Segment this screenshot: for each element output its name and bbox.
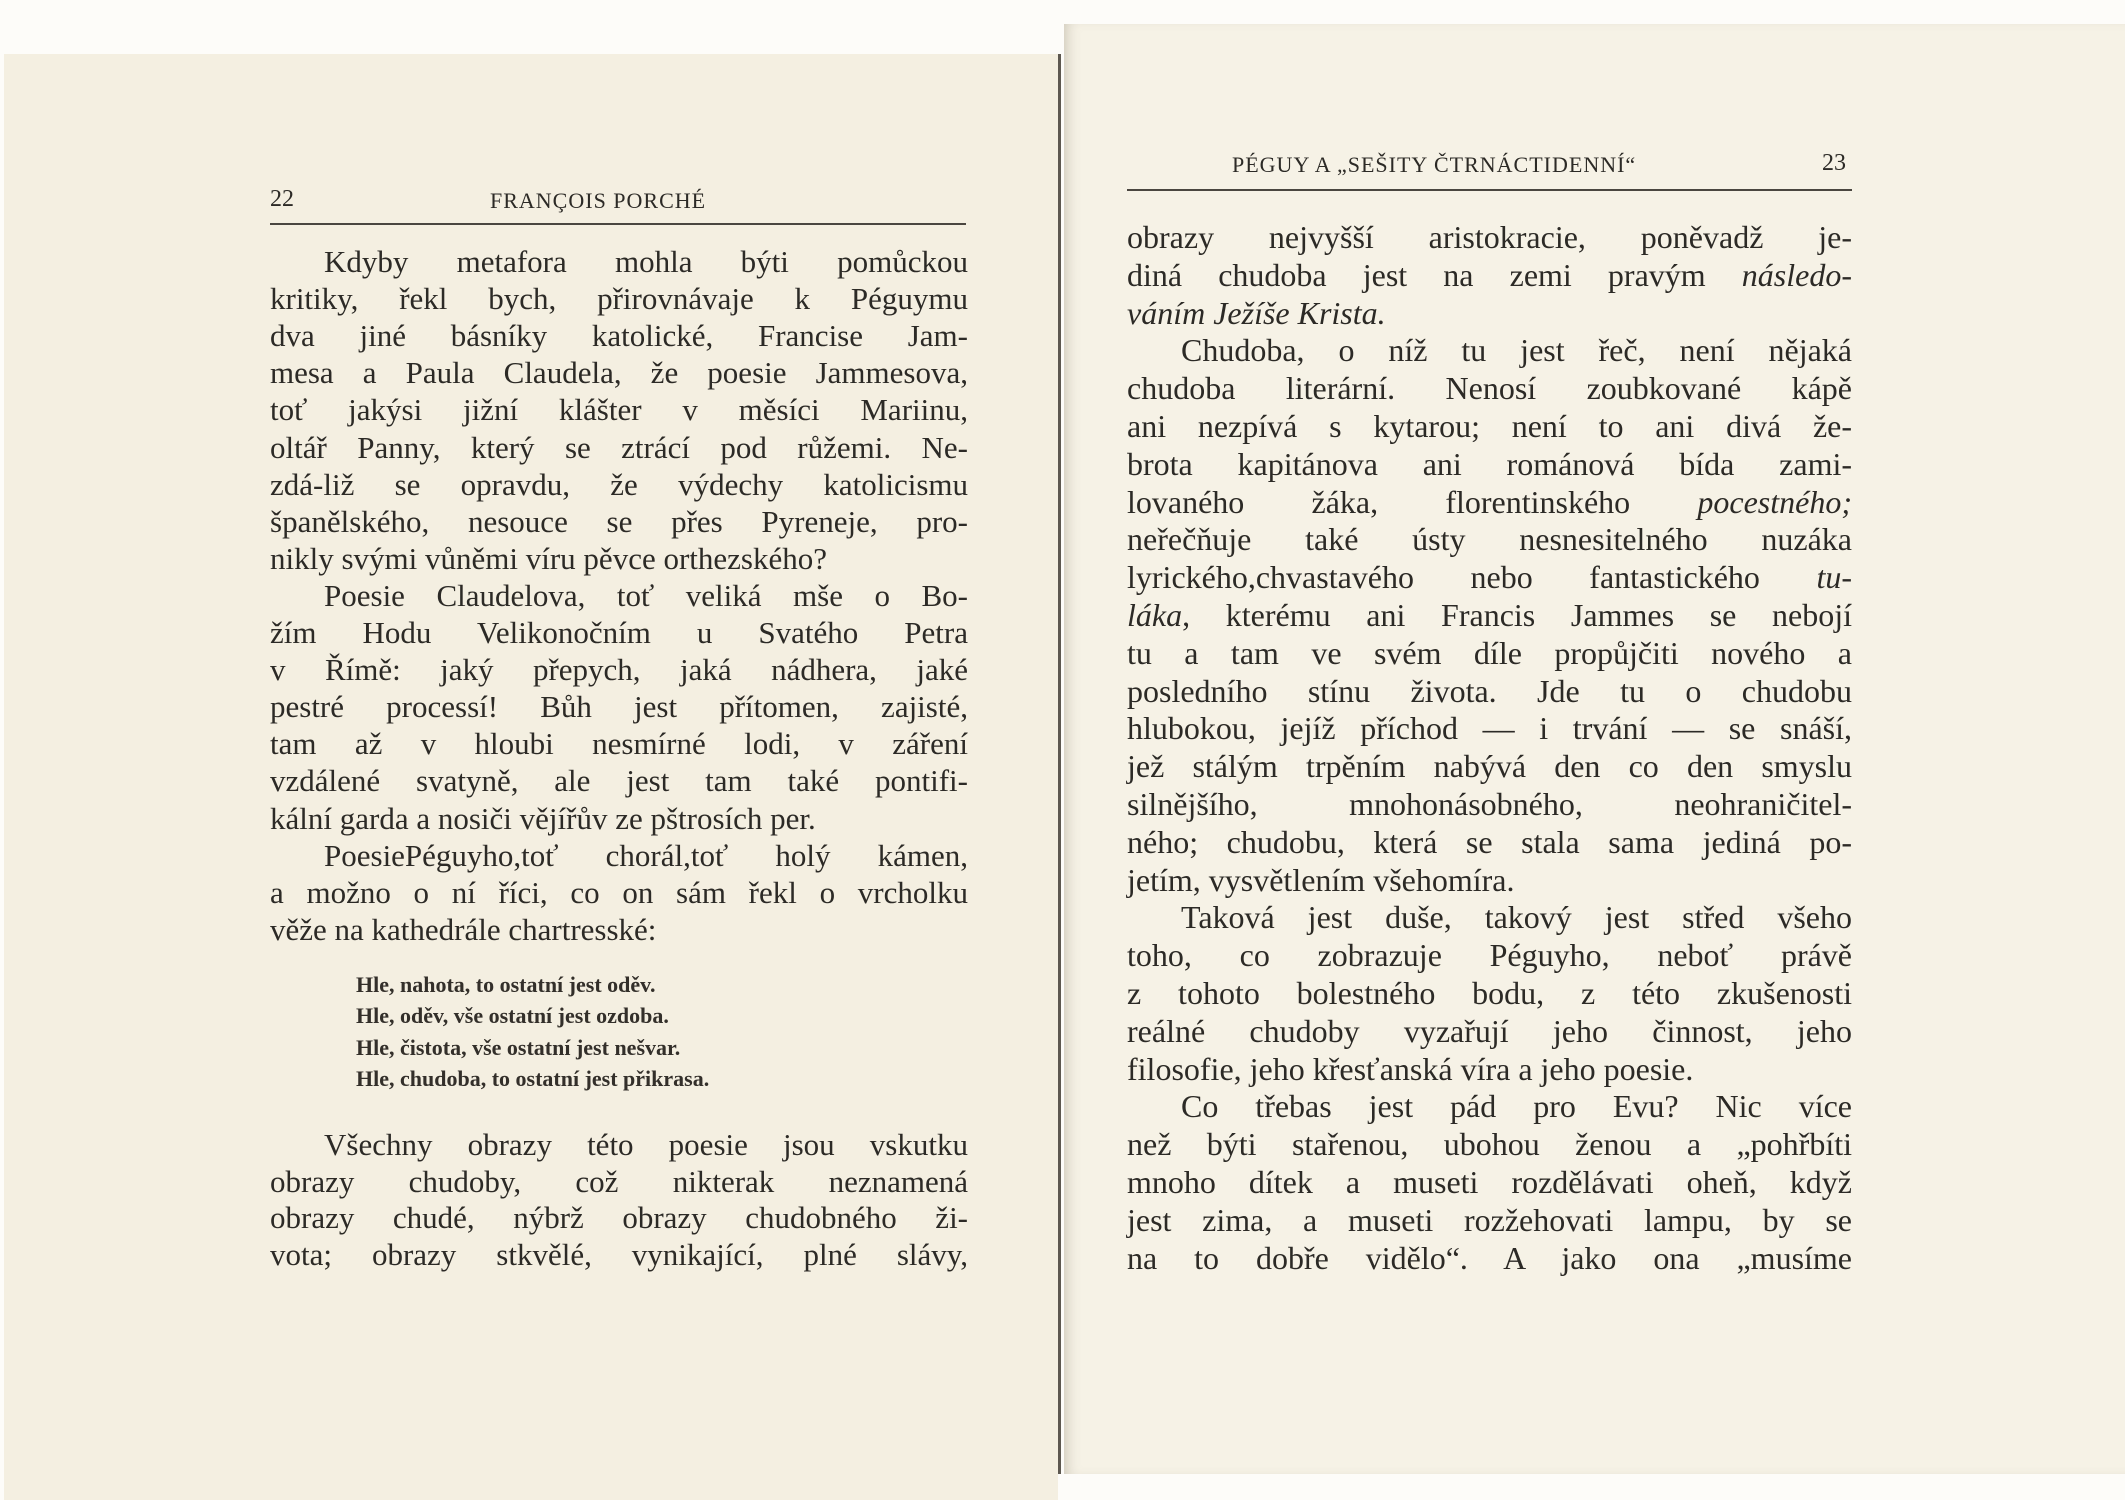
italic-text: tu- <box>1816 559 1852 596</box>
text-line: zdá-liž se opravdu, že výdechy katolicismu <box>270 466 968 502</box>
text-line: jetím, vysvětlením všehomíra. <box>1127 861 1515 898</box>
text-line: brota kapitánova ani románová bída zami- <box>1127 445 1852 482</box>
text-line: chudoba literární. Nenosí zoubkované kápě <box>1127 370 1852 407</box>
text-line: ani nezpívá s kytarou; není to ani divá že- <box>1127 408 1852 444</box>
text-span: lyrického,chvastavého nebo fantastického <box>1127 559 1817 596</box>
text-line: kální garda a nosiči vějířův ze pštrosích per. <box>270 800 816 836</box>
left-header-rule <box>270 223 966 225</box>
right-running-head: PÉGUY A „SEŠITY ČTRNÁCTIDENNÍ“ <box>1232 152 1637 177</box>
text-line <box>1127 294 1852 332</box>
text-line: filosofie, jeho křesťanská víra a jeho poesie. <box>1127 1050 1694 1087</box>
text-line: věže na kathedrále chartresské: <box>270 911 657 947</box>
text-line: toť jakýsi jižní klášter v měsíci Mariinu, <box>270 392 968 428</box>
text-line: dva jiné básníky katolické, Francise Jam- <box>270 318 968 354</box>
text-line: PoesiePéguyho,toť chorál,toť holý kámen, <box>324 837 968 873</box>
text-line: hlubokou, jejíž příchod — i trvání — se snáší, <box>1127 710 1852 747</box>
text-line: neřečňuje také ústy nesnesitelného nuzáka <box>1127 521 1852 558</box>
italic-text: láka <box>1127 597 1183 633</box>
text-line: mesa a Paula Claudela, že poesie Jammesova, <box>270 355 968 391</box>
text-line: vzdálené svatyně, ale jest tam také pontifi- <box>270 763 968 799</box>
text-span: , kterému ani Francis Jammes se nebojí <box>1182 597 1852 633</box>
text-line <box>1127 596 1852 634</box>
italic-text: následo- <box>1741 256 1852 293</box>
text-line: v Římě: jaký přepych, jaká nádhera, jaké <box>270 652 968 688</box>
text-span: lovaného žáka, florentinského <box>1127 483 1698 520</box>
text-line: než býti stařenou, ubohou ženou a „pohřbíti <box>1127 1126 1852 1163</box>
text-line: španělského, nesouce se přes Pyreneje, pro- <box>270 503 968 539</box>
text-line: toho, co zobrazuje Péguyho, neboť právě <box>1127 937 1852 974</box>
text-line: Taková jest duše, takový jest střed všeho <box>1181 899 1852 936</box>
italic-text: pocestného; <box>1697 483 1852 520</box>
text-line: reálné chudoby vyzařují jeho činnost, jeho <box>1127 1012 1852 1049</box>
text-line: na to dobře vidělo“. A jako ona „musíme <box>1127 1239 1852 1276</box>
text-line: Kdyby metafora mohla býti pomůckou <box>324 244 968 279</box>
text-line: obrazy nejvyšší aristokracie, poněvadž je- <box>1127 219 1852 255</box>
left-page-number: 22 <box>270 186 294 212</box>
text-line: obrazy chudoby, což nikterak neznamená <box>270 1163 968 1199</box>
verse-line: Hle, čistota, vše ostatní jest nešvar. <box>356 1034 681 1060</box>
text-line: mnoho dítek a museti rozdělávati oheň, když <box>1127 1164 1852 1200</box>
text-line: tu a tam ve svém díle propůjčiti nového a <box>1127 634 1852 671</box>
text-line <box>1127 256 1852 294</box>
italic-text: váním Ježíše Krista. <box>1127 294 1386 331</box>
text-line: posledního stínu života. Jde tu o chudobu <box>1127 672 1852 709</box>
text-line: z tohoto bolestného bodu, z této zkušenosti <box>1127 975 1852 1011</box>
text-line: ného; chudobu, která se stala sama jediná po- <box>1127 823 1852 860</box>
text-line: nikly svými vůněmi víru pěvce orthezského? <box>270 540 828 576</box>
text-line: žím Hodu Velikonočním u Svatého Petra <box>270 615 968 650</box>
text-line: a možno o ní říci, co on sám řekl o vrcholku <box>270 874 968 910</box>
text-line: Chudoba, o níž tu jest řeč, není nějaká <box>1181 332 1852 369</box>
verse-line: Hle, nahota, to ostatní jest oděv. <box>356 972 656 997</box>
book-gutter <box>1058 54 1061 1474</box>
text-line <box>1127 483 1852 521</box>
verse-line: Hle, oděv, vše ostatní jest ozdoba. <box>356 1003 669 1029</box>
right-page-number: 23 <box>1822 150 1846 176</box>
text-span: diná chudoba jest na zemi pravým <box>1127 256 1742 293</box>
text-line: vota; obrazy stkvělé, vynikající, plné slávy, <box>270 1236 968 1272</box>
text-line: pestré processí! Bůh jest přítomen, zajisté, <box>270 689 968 725</box>
text-line: tam až v hloubi nesmírné lodi, v záření <box>270 726 968 762</box>
right-header-rule <box>1127 189 1852 191</box>
text-line: kritiky, řekl bych, přirovnávaje k Péguymu <box>270 281 968 317</box>
verse-line: Hle, chudoba, to ostatní jest přikrasa. <box>356 1065 710 1091</box>
text-line: obrazy chudé, nýbrž obrazy chudobného ži- <box>270 1200 968 1235</box>
left-running-head: FRANÇOIS PORCHÉ <box>490 188 707 213</box>
text-line: Co třebas jest pád pro Evu? Nic více <box>1181 1088 1852 1125</box>
text-line: jež stálým trpěním nabývá den co den smyslu <box>1127 748 1852 785</box>
text-line: oltář Panny, který se ztrácí pod růžemi. Ne- <box>270 429 968 465</box>
text-line: Poesie Claudelova, toť veliká mše o Bo- <box>324 577 968 613</box>
text-line: Všechny obrazy této poesie jsou vskutku <box>324 1127 968 1162</box>
text-line: jest zima, a museti rozžehovati lampu, by se <box>1127 1201 1852 1238</box>
text-line <box>1127 558 1852 596</box>
text-line: silnějšího, mnohonásobného, neohraničitel- <box>1127 786 1852 822</box>
